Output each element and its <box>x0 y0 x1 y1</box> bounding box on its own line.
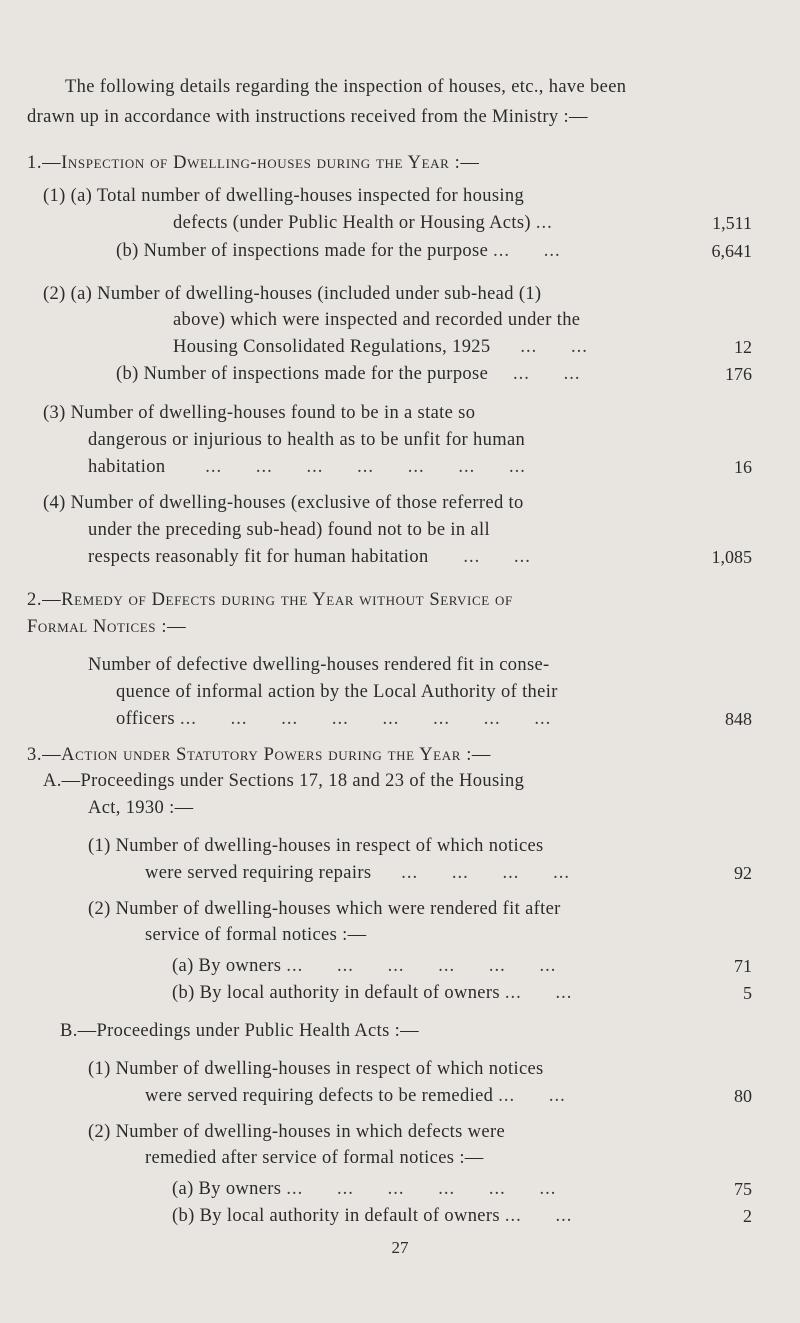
item-b1-line-1: (1) Number of dwelling-houses in respect of which notices <box>88 1059 544 1079</box>
section-2-heading-line-1: 2.—Remedy of Defects during the Year without Service of <box>27 590 513 610</box>
leader-dots: ... ... <box>504 1206 573 1226</box>
item-4-line-3: respects reasonably fit for human habitation <box>88 547 429 567</box>
item-3-line-1: (3) Number of dwelling-houses found to be in a state so <box>43 403 476 423</box>
leader-dots: ... ... <box>498 1086 566 1106</box>
leader-dots: ... ... ... ... ... ... <box>286 956 557 976</box>
item-b2b-row <box>172 1203 572 1229</box>
item-2a-line-2: above) which were inspected and recorded under the <box>173 310 581 330</box>
item-a1-line-1: (1) Number of dwelling-houses in respect of which notices <box>88 836 544 856</box>
item-a1-line-2-row <box>145 860 570 886</box>
item-a2b-row <box>172 980 572 1006</box>
section-3b-heading: B.—Proceedings under Public Health Acts :— <box>60 1021 419 1041</box>
item-b2b-label: (b) By local authority in default of owners <box>172 1206 500 1226</box>
item-b2a-row <box>172 1176 556 1202</box>
item-b2a-label: (a) By owners <box>172 1179 282 1199</box>
item-1b-label: (b) Number of inspections made for the purpose <box>116 241 489 261</box>
leader-dots: ... ... ... ... <box>401 863 571 883</box>
leader-dots: ... ... <box>504 983 573 1003</box>
item-2b-value: 176 <box>725 364 752 384</box>
leader-dots: ... ... <box>463 547 531 567</box>
item-4-line-1: (4) Number of dwelling-houses (exclusive of those referred to <box>43 493 524 513</box>
item-a2-line-2: service of formal notices :— <box>145 925 367 945</box>
section-2-text-line-3-row <box>116 706 551 732</box>
item-2b-row <box>116 361 581 387</box>
section-3a-heading-line-1: A.—Proceedings under Sections 17, 18 and 23 of the Housing <box>43 771 525 791</box>
leader-dots: ... ... <box>513 364 581 384</box>
item-4-value: 1,085 <box>711 547 752 567</box>
item-3-value: 16 <box>734 457 752 477</box>
item-1a-line-1: (1) (a) Total number of dwelling-houses inspected for housing <box>43 186 525 206</box>
item-a2b-value: 5 <box>743 983 752 1003</box>
section-2-text-line-2: quence of informal action by the Local Authority of their <box>116 682 558 702</box>
item-a2a-row <box>172 953 556 979</box>
leader-dots: ... ... ... ... ... ... <box>286 1179 557 1199</box>
item-2a-value: 12 <box>734 337 752 357</box>
section-2-heading-line-2: Formal Notices :— <box>27 617 187 637</box>
item-b2-line-1: (2) Number of dwelling-houses in which defects were <box>88 1122 506 1142</box>
item-4-line-2: under the preceding sub-head) found not to be in all <box>88 520 490 540</box>
item-3-line-3: habitation <box>88 457 166 477</box>
item-b1-value: 80 <box>734 1086 752 1106</box>
item-3-line-2: dangerous or injurious to health as to be unfit for human <box>88 430 526 450</box>
section-2-value: 848 <box>725 709 752 729</box>
item-2a-line-3: Housing Consolidated Regulations, 1925 <box>173 337 491 357</box>
leader-dots: ... ... <box>520 337 588 357</box>
item-1b-row <box>116 238 561 264</box>
intro-line-2: drawn up in accordance with instructions received from the Ministry :— <box>27 107 588 127</box>
item-b2b-value: 2 <box>743 1206 752 1226</box>
item-2a-line-1: (2) (a) Number of dwelling-houses (included under sub-head (1) <box>43 284 542 304</box>
section-2-text-line-1: Number of defective dwelling-houses rendered fit in conse- <box>88 655 550 675</box>
section-3-heading: 3.—Action under Statutory Powers during the Year :— <box>27 745 492 765</box>
leader-dots: ... ... ... ... ... ... ... <box>205 457 526 477</box>
item-2b-label: (b) Number of inspections made for the purpose <box>116 364 489 384</box>
item-a1-line-2: were served requiring repairs <box>145 863 372 883</box>
item-b1-line-2-row <box>145 1083 566 1109</box>
item-4-line-3-row <box>88 544 531 570</box>
leader-dots: ... ... ... ... ... ... ... ... <box>179 709 552 729</box>
item-b2a-value: 75 <box>734 1179 752 1199</box>
item-1b-value: 6,641 <box>711 241 752 261</box>
item-2a-line-3-row <box>173 334 588 360</box>
item-a2a-value: 71 <box>734 956 752 976</box>
item-b2-line-2: remedied after service of formal notices :— <box>145 1148 484 1168</box>
item-1a-line-2-row <box>173 210 553 236</box>
item-a1-value: 92 <box>734 863 752 883</box>
item-1a-line-2: defects (under Public Health or Housing Acts) <box>173 213 531 233</box>
item-a2b-label: (b) By local authority in default of owners <box>172 983 500 1003</box>
item-1a-value: 1,511 <box>712 213 752 233</box>
leader-dots: ... <box>535 213 553 233</box>
intro-line-1: The following details regarding the inspection of houses, etc., have been <box>65 77 627 97</box>
leader-dots: ... ... <box>493 241 561 261</box>
section-1-heading: 1.—Inspection of Dwelling-houses during the Year :— <box>27 153 480 173</box>
section-3a-heading-line-2: Act, 1930 :— <box>88 798 194 818</box>
item-b1-line-2: were served requiring defects to be remedied <box>145 1086 494 1106</box>
section-2-text-line-3: officers <box>116 709 175 729</box>
item-a2a-label: (a) By owners <box>172 956 282 976</box>
item-a2-line-1: (2) Number of dwelling-houses which were rendered fit after <box>88 899 561 919</box>
page-number: 27 <box>391 1238 409 1257</box>
item-3-line-3-row <box>88 454 526 480</box>
